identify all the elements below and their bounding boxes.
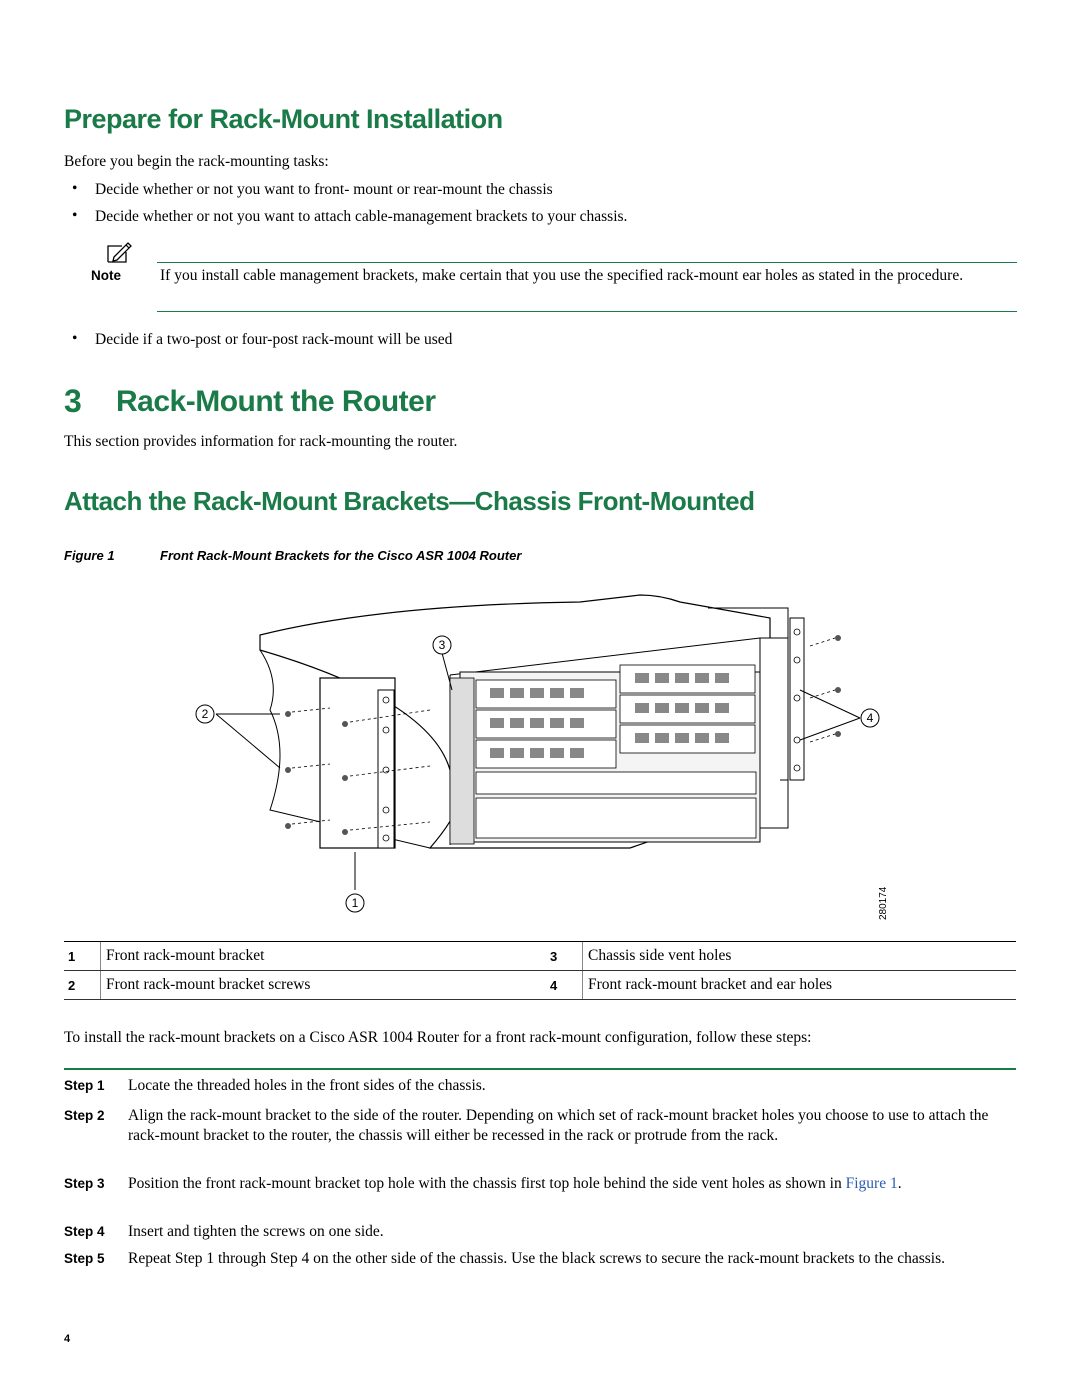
figure-caption: [64, 548, 522, 563]
bullet-item: Decide if a two-post or four-post rack-mount will be used: [95, 331, 453, 348]
step-label: Step 2: [64, 1108, 105, 1123]
step-text: Locate the threaded holes in the front sides of the chassis.: [128, 1077, 486, 1094]
note-top-rule: [157, 262, 1017, 263]
step-label: Step 4: [64, 1224, 105, 1239]
table-row: [64, 971, 1016, 1000]
legend-description: Front rack-mount bracket: [101, 942, 547, 971]
figure-label: Figure 1: [64, 548, 115, 563]
note-pencil-icon: [104, 240, 134, 271]
section-heading-attach: Attach the Rack-Mount Brackets—Chassis Front-Mounted: [64, 486, 755, 516]
section-intro: This section provides information for rack-mounting the router.: [64, 433, 458, 450]
step-text: Insert and tighten the screws on one side.: [128, 1223, 384, 1240]
step-text-main: Position the front rack-mount bracket top hole with the chassis first top hole behind the side vent holes as shown in: [128, 1175, 842, 1192]
procedure-intro: To install the rack-mount brackets on a Cisco ASR 1004 Router for a front rack-mount configuration, follow these steps:: [64, 1029, 812, 1046]
step-label: Step 5: [64, 1251, 105, 1266]
legend-description: Chassis side vent holes: [583, 942, 1017, 971]
intro-text: Before you begin the rack-mounting tasks:: [64, 153, 329, 170]
legend-table: [64, 941, 1016, 1000]
step-text: Repeat Step 1 through Step 4 on the other side of the chassis. Use the black screws to secure the rack-mount brackets to the chassis.: [128, 1250, 945, 1267]
legend-number: 2: [64, 971, 101, 1000]
bullet-item: Decide whether or not you want to front- mount or rear-mount the chassis: [95, 181, 553, 198]
step-text: Align the rack-mount bracket to the side of the router. Depending on which set of rack-mount bracket holes you choose to use to attach the rack-mount bracket to the router, the chassis will either be recessed in the rack or protrude from the rack.: [128, 1107, 989, 1144]
procedure-rule: [64, 1068, 1016, 1070]
section-number: 3: [64, 383, 82, 419]
step-label: Step 1: [64, 1078, 105, 1093]
legend-number: 3: [546, 942, 583, 971]
note-label: Note: [91, 268, 121, 283]
callout-1: 1: [351, 896, 359, 910]
note-bottom-rule: [157, 311, 1017, 312]
figure-1-link[interactable]: Figure 1: [845, 1175, 898, 1192]
callout-3: 3: [438, 638, 446, 652]
router-figure: [180, 590, 900, 935]
legend-number: 4: [546, 971, 583, 1000]
note-text: If you install cable management brackets, make certain that you use the specified rack-mount ear holes as stated in the procedure.: [160, 267, 964, 284]
legend-description: Front rack-mount bracket screws: [101, 971, 547, 1000]
callout-2: 2: [201, 707, 209, 721]
callout-4: 4: [866, 711, 874, 725]
bullet-marker: •: [72, 180, 78, 197]
bullet-marker: •: [72, 330, 78, 347]
step-label: Step 3: [64, 1176, 105, 1191]
page-number: 4: [64, 1333, 71, 1345]
figure-caption-text: Front Rack-Mount Brackets for the Cisco ASR 1004 Router: [160, 548, 522, 563]
bullet-item: Decide whether or not you want to attach cable-management brackets to your chassis.: [95, 208, 628, 225]
legend-number: 1: [64, 942, 101, 971]
section-heading-prepare: Prepare for Rack-Mount Installation: [64, 104, 503, 134]
legend-description: Front rack-mount bracket and ear holes: [583, 971, 1017, 1000]
figure-id: 280174: [878, 886, 889, 920]
step-text: [128, 1174, 1018, 1194]
step-text-tail: .: [897, 1175, 902, 1192]
section-heading-rack-mount: Rack-Mount the Router: [116, 385, 436, 418]
table-row: [64, 942, 1016, 971]
bullet-marker: •: [72, 207, 78, 224]
